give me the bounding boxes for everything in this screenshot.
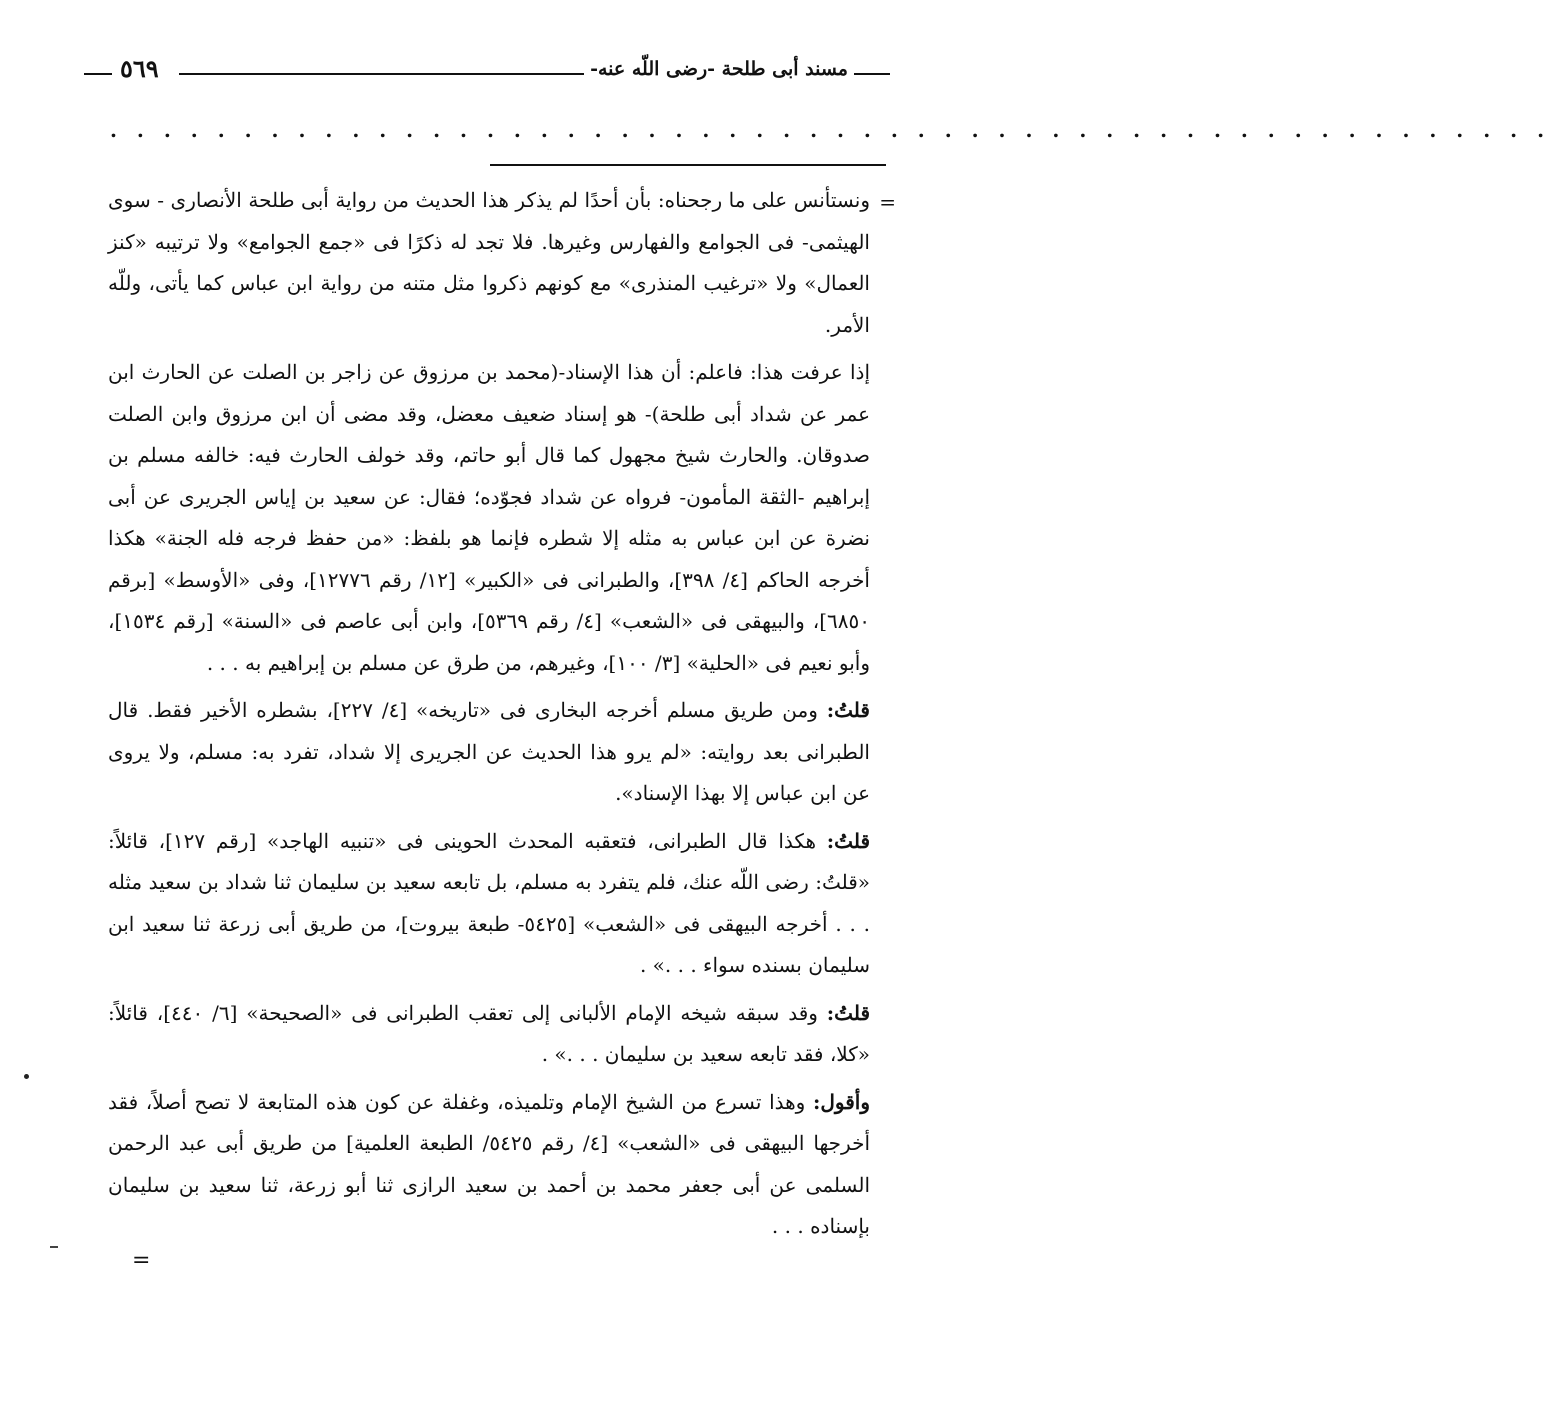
ellipsis-row: . . . . . . . . . . . . . . . . . . . . . . . . . . . . . . . . . . . . . . . . . . . . . . . . . . . . . . (110, 118, 1551, 142)
footnote-paragraph: وأقول: وهذا تسرع من الشيخ الإمام وتلميذه، وغفلة عن كون هذه المتابعة لا تصح أصلاً، فقد أخرجها البيهقى فى «الشعب» [٤/ رقم ٥٤٢٥/ الطبعة العلمية] من طريق أبى عبد الرحمن السلمى عن أبى جعفر محمد بن أحمد بن سعيد الرازى ثنا أبو زرعة، ثنا سعيد بن سليمان بإسناده . . . (108, 1089, 870, 1238)
header-rule-left (84, 73, 114, 75)
scan-speck (24, 1074, 29, 1079)
running-title: مسند أبى طلحة -رضى اللّه عنه- (584, 58, 854, 80)
header-rule-right (850, 73, 890, 75)
footnote-separator (490, 164, 886, 166)
footnote-paragraph: قلتُ: هكذا قال الطبرانى، فتعقبه المحدث الحوينى فى «تنبيه الهاجد» [رقم ١٢٧]، قائلاً: «قلتُ: رضى اللّه عنك، فلم يتفرد به مسلم، بل تابعه سعيد بن سليمان ثنا شداد بن سعيد مثله . . . أخرجه البيهقى فى «الشعب» [٥٤٢٥- طبعة بيروت]، من طريق أبى زرعة ثنا سعيد ابن سليمان بسنده سواء . . .» . (108, 828, 870, 977)
footnote-paragraph: قلتُ: وقد سبقه شيخه الإمام الألبانى إلى تعقب الطبرانى فى «الصحيحة» [٦/ ٤٤٠]، قائلاً: «كلا، فقد تابعه سعيد بن سليمان . . .» . (108, 1000, 870, 1066)
footnote-paragraph: ونستأنس على ما رجحناه: بأن أحدًا لم يذكر هذا الحديث من رواية أبى طلحة الأنصارى - سوى الهيثمى- فى الجوامع والفهارس وغيرها. فلا تجد له ذكرًا فى «جمع الجوامع» ولا ترتيبه «كنز العمال» ولا «ترغيب المنذرى» مع كونهم ذكروا مثل متنه من رواية ابن عباس كما يأتى، وللّه الأمر. (108, 188, 870, 337)
scan-mark (50, 1246, 58, 1248)
footnote-body (108, 180, 896, 1254)
continuation-marker-end: = (132, 1248, 151, 1273)
continuation-marker-start: = (879, 190, 896, 214)
footnote-paragraph: قلتُ: ومن طريق مسلم أخرجه البخارى فى «تاريخه» [٤/ ٢٢٧]، بشطره الأخير فقط. قال الطبرانى بعد روايته: «لم يرو هذا الحديث عن الجريرى إلا شداد، تفرد به: مسلم، ولا يروى عن ابن عباس إلا بهذا الإسناد». (108, 698, 870, 805)
page-number: ٥٦٩ (112, 54, 167, 83)
running-header (84, 56, 890, 92)
header-rule-middle (179, 73, 590, 75)
footnote-paragraph: إذا عرفت هذا: فاعلم: أن هذا الإسناد-(محمد بن مرزوق عن زاجر بن الصلت عن الحارث ابن عمر عن شداد أبى طلحة)- هو إسناد ضعيف معضل، وقد مضى أن ابن مرزوق وابن الصلت صدوقان. والحارث شيخ مجهول كما قال أبو حاتم، وقد خولف الحارث فيه: خالفه مسلم بن إبراهيم -الثقة المأمون- فرواه عن شداد فجوّده؛ فقال: عن سعيد بن إياس الجريرى عن أبى نضرة عن ابن عباس به مثله إلا شطره فإنما هو بلفظ: «من حفظ فرجه فله الجنة» هكذا أخرجه الحاكم [٤/ ٣٩٨]، والطبرانى فى «الكبير» [١٢/ رقم ١٢٧٧٦]، وفى «الأوسط» [برقم ٦٨٥٠]، والبيهقى فى «الشعب» [٤/ رقم ٥٣٦٩]، وابن أبى عاصم فى «السنة» [رقم ١٥٣٤]، وأبو نعيم فى «الحلية» [٣/ ١٠٠]، وغيرهم، من طرق عن مسلم بن إبراهيم به . . . (108, 360, 871, 675)
